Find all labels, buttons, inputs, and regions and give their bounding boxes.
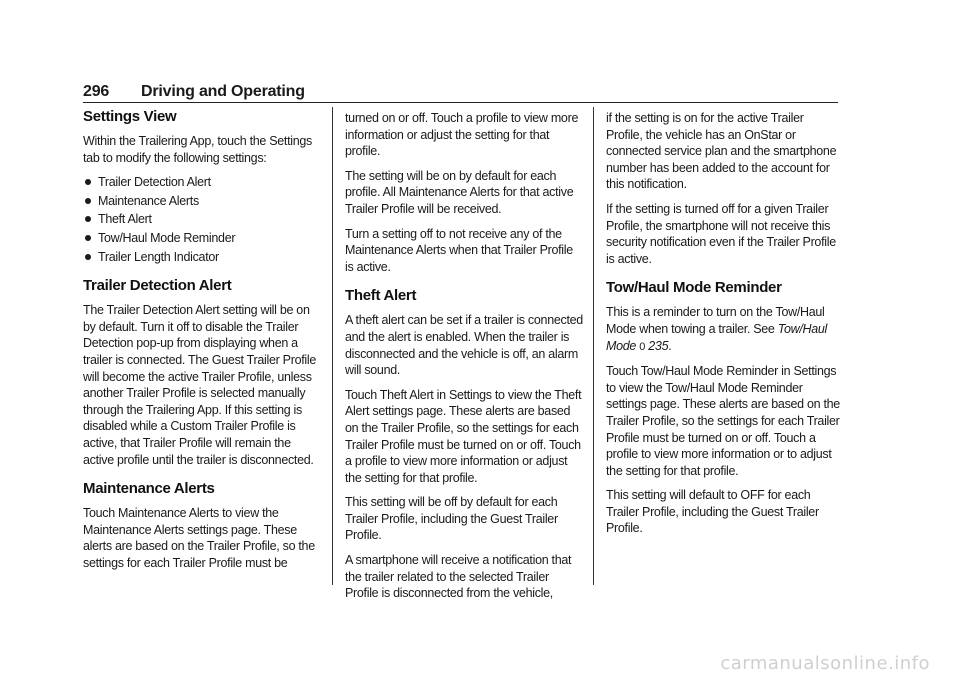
paragraph: This is a reminder to turn on the Tow/Haul Mode when towing a trailer. See Tow/Haul Mode 0 235. — [606, 305, 828, 353]
list-item: Theft Alert — [83, 211, 323, 228]
paragraph: Touch Maintenance Alerts to view the Maintenance Alerts settings page. These alerts are based on the Trailer Profile, so the settings for each Trailer Profile must be — [83, 506, 315, 570]
heading-trailer-detection-alert: Trailer Detection Alert — [83, 277, 232, 295]
paragraph: The setting will be on by default for each profile. All Maintenance Alerts for that active Trailer Profile will be received. — [345, 168, 574, 216]
heading-tow-haul-mode-reminder: Tow/Haul Mode Reminder — [606, 279, 782, 297]
section-title: Driving and Operating — [141, 83, 305, 100]
column-right — [606, 110, 842, 545]
page-header — [83, 80, 838, 103]
paragraph: This setting will be off by default for each Trailer Profile, including the Guest Trailer Profile. — [345, 495, 558, 543]
column-left — [83, 108, 323, 579]
paragraph: Touch Theft Alert in Settings to view the Theft Alert settings page. These alerts are based on the Trailer Profile, so the settings for each Trailer Profile must be turned on or off. Touch a profile to view more information or adjust the setting for that profile. — [345, 387, 582, 485]
heading-theft-alert: Theft Alert — [345, 287, 417, 305]
settings-list — [83, 174, 323, 265]
bullet-icon — [85, 198, 91, 204]
paragraph: Touch Tow/Haul Mode Reminder in Settings to view the Tow/Haul Mode Reminder settings page. These alerts are based on the Trailer Profile, so the settings for each Trailer Profile must be turned on or off. Touch a profile to view more information or to adjust the setting for that profile. — [606, 364, 840, 478]
paragraph: if the setting is on for the active Trailer Profile, the vehicle has an OnStar or connected service plan and the smartphone number has been added to the account for this notification. — [606, 111, 837, 192]
cross-reference-link[interactable]: Tow/Haul Mode 0 235 — [606, 321, 828, 353]
paragraph: Within the Trailering App, touch the Settings tab to modify the following settings: — [83, 134, 312, 165]
bullet-icon — [85, 254, 91, 260]
watermark: carmanualsonline.info — [720, 653, 930, 674]
paragraph: This setting will default to OFF for each Trailer Profile, including the Guest Trailer Profile. — [606, 488, 819, 536]
paragraph: If the setting is turned off for a given Trailer Profile, the smartphone will not receive this security notification even if the Trailer Profile is active. — [606, 201, 836, 266]
page-number: 296 — [83, 83, 110, 100]
list-item: Trailer Length Indicator — [83, 249, 323, 266]
paragraph: A theft alert can be set if a trailer is connected and the alert is enabled. When the trailer is disconnected and the vehicle is off, an alarm will sound. — [345, 313, 583, 378]
column-divider — [593, 107, 594, 585]
list-item: Trailer Detection Alert — [83, 174, 323, 191]
bullet-icon — [85, 235, 91, 241]
column-divider — [332, 107, 333, 585]
paragraph: A smartphone will receive a notification that the trailer related to the selected Trailer Profile is disconnected from the vehicle, — [345, 553, 572, 601]
list-item: Tow/Haul Mode Reminder — [83, 230, 323, 247]
paragraph: Turn a setting off to not receive any of the Maintenance Alerts when that Trailer Profile is active. — [345, 226, 573, 274]
list-item: Maintenance Alerts — [83, 193, 323, 210]
bullet-icon — [85, 216, 91, 222]
bullet-icon — [85, 179, 91, 185]
page-reference-icon: 0 — [639, 340, 646, 353]
heading-maintenance-alerts: Maintenance Alerts — [83, 480, 215, 498]
paragraph: The Trailer Detection Alert setting will be on by default. Turn it off to disable the Trailer Detection pop-up from displaying when a trailer is connected. The Guest Trailer Profile will become the active Trailer Profile, unless another Trailer Profile is selected manually through the Trailering App. If this setting is disabled while a Custom Trailer Profile is active, that Trailer Profile will remain the active profile until the trailer is disconnected. — [83, 303, 317, 467]
paragraph: turned on or off. Touch a profile to view more information or adjust the setting for that profile. — [345, 111, 579, 159]
heading-settings-view: Settings View — [83, 108, 177, 125]
column-middle — [345, 110, 583, 610]
